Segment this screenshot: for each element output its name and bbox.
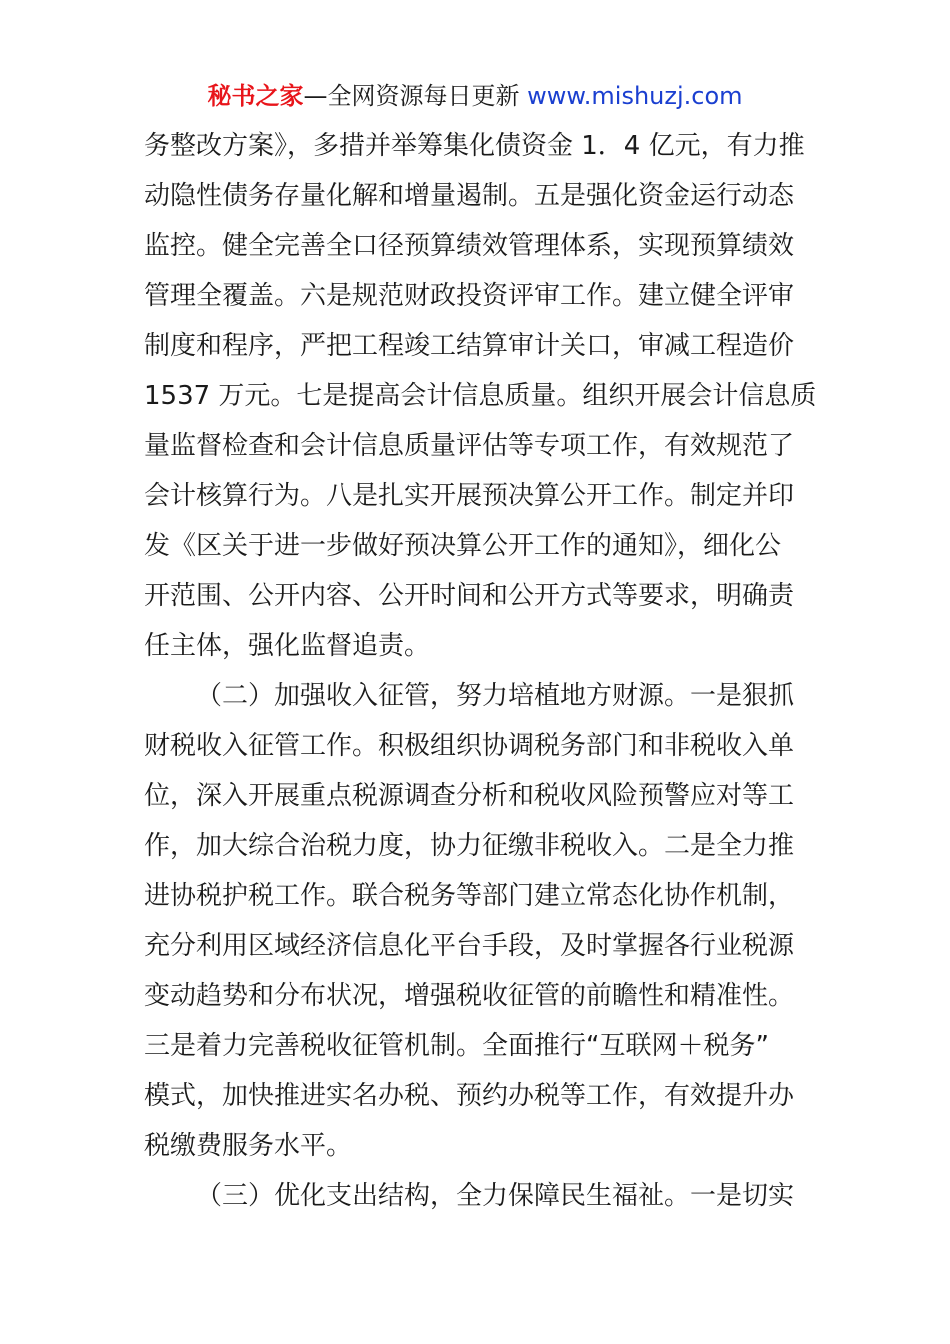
text-line: 变动趋势和分布状况，增强税收征管的前瞻性和精准性。 [144, 981, 795, 1011]
text-line: 会计核算行为。八是扎实开展预决算公开工作。制定并印 [144, 481, 795, 511]
text-line: 发《区关于进一步做好预决算公开工作的通知》，细化公 [144, 531, 782, 561]
text-line: 1537 万元。七是提高会计信息质量。组织开展会计信息质 [144, 381, 817, 411]
text-line: 务整改方案》，多措并举筹集化债资金 1．4 亿元，有力推 [144, 131, 805, 161]
text-line: 模式，加快推进实名办税、预约办税等工作，有效提升办 [144, 1081, 795, 1111]
text-line: 开范围、公开内容、公开时间和公开方式等要求，明确责 [144, 581, 795, 611]
text-line: 作，加大综合治税力度，协力征缴非税收入。二是全力推 [144, 831, 795, 861]
site-url[interactable]: www.mishuzj.com [527, 82, 743, 110]
text-line: 三是着力完善税收征管机制。全面推行“互联网＋税务” [144, 1031, 769, 1061]
text-line: 位，深入开展重点税源调查分析和税收风险预警应对等工 [144, 781, 795, 811]
text-line: 充分利用区域经济信息化平台手段，及时掌握各行业税源 [144, 931, 795, 961]
section-heading-line: （三）优化支出结构，全力保障民生福祉。一是切实 [196, 1181, 795, 1211]
text-line: 量监督检查和会计信息质量评估等专项工作，有效规范了 [144, 431, 795, 461]
text-line: 税缴费服务水平。 [144, 1131, 353, 1161]
text-line: 任主体，强化监督追责。 [144, 631, 431, 661]
site-tagline: —全网资源每日更新 [303, 82, 528, 110]
text-line: 制度和程序，严把工程竣工结算审计关口，审减工程造价 [144, 331, 795, 361]
site-brand: 秘书之家 [207, 82, 304, 110]
text-line: 动隐性债务存量化解和增量遏制。五是强化资金运行动态 [144, 181, 795, 211]
text-line: 管理全覆盖。六是规范财政投资评审工作。建立健全评审 [144, 281, 795, 311]
text-line: 财税收入征管工作。积极组织协调税务部门和非税收入单 [144, 731, 795, 761]
text-line: 进协税护税工作。联合税务等部门建立常态化协作机制， [144, 881, 795, 911]
section-heading-line: （二）加强收入征管，努力培植地方财源。一是狠抓 [196, 681, 795, 711]
text-line: 监控。健全完善全口径预算绩效管理体系，实现预算绩效 [144, 231, 795, 261]
